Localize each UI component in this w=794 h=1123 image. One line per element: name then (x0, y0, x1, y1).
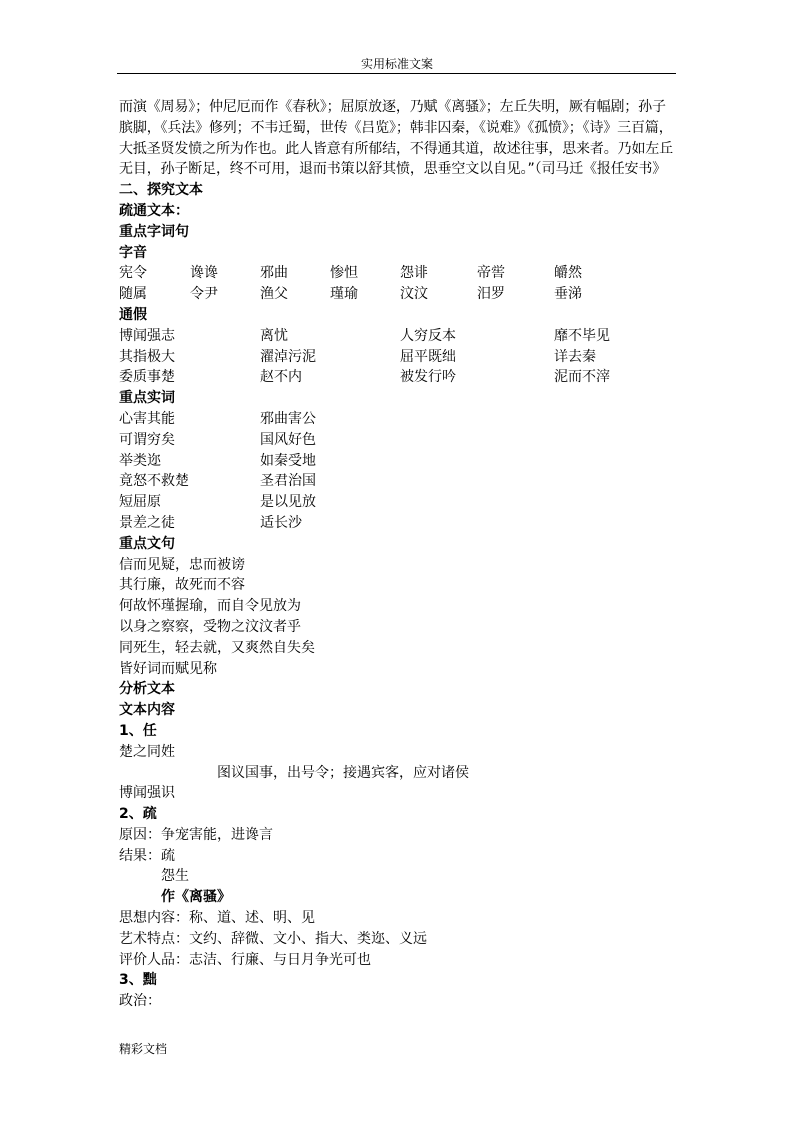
text-line: 怨生 (161, 868, 189, 885)
pronunciation-row (119, 263, 681, 284)
text-line: 政治： (119, 993, 161, 1010)
document-body (119, 97, 681, 1012)
text-line: 原因：争宠害能，进谗言 (119, 826, 273, 843)
word-cell: 圣君治国 (260, 473, 316, 490)
section-heading: 文本内容 (119, 702, 175, 719)
sentence-line: 信而见疑，忠而被谤 (119, 556, 245, 573)
word-cell: 靡不毕见 (554, 327, 610, 344)
word-cell: 皭然 (554, 265, 582, 282)
word-cell: 是以见放 (260, 494, 316, 511)
subsection-heading: 重点实词 (119, 390, 175, 407)
intro-line: 无目，孙子断足，终不可用，退而书策以舒其愤，思垂空文以自见。”（司马迁《报任安书》 (119, 161, 667, 178)
sentence-line: 其行廉，故死而不容 (119, 577, 245, 594)
tongjia-row (119, 347, 681, 368)
word-cell: 心害其能 (119, 410, 175, 427)
word-cell: 短屈原 (119, 494, 161, 511)
text-line: 楚之同姓 (119, 743, 175, 760)
sentence-line: 皆好词而赋见称 (119, 660, 217, 677)
word-cell: 帝喾 (477, 265, 505, 282)
tongjia-row (119, 326, 681, 347)
text-line: 图议国事，出号令；接遇宾客，应对诸侯 (217, 764, 469, 781)
word-cell: 适长沙 (260, 514, 302, 531)
word-cell: 邪曲害公 (260, 410, 316, 427)
page-footer: 精彩文档 (119, 1042, 168, 1056)
word-cell: 邪曲 (260, 265, 288, 282)
sentence-line: 以身之察察，受物之汶汶者乎 (119, 618, 301, 635)
word-cell: 惨怛 (330, 265, 358, 282)
word-cell: 详去秦 (554, 348, 596, 365)
word-cell: 举类迩 (119, 452, 161, 469)
subsection-heading: 重点文句 (119, 535, 175, 552)
point-heading: 1、任 (119, 722, 157, 739)
word-cell: 博闻强志 (119, 327, 175, 344)
section-heading: 二、探究文本 (119, 182, 203, 199)
shici-row (119, 430, 681, 451)
point-heading: 2、疏 (119, 806, 157, 823)
word-cell: 濯淖污泥 (260, 348, 316, 365)
point-heading: 3、黜 (119, 972, 157, 989)
pronunciation-row (119, 284, 681, 305)
word-cell: 景差之徒 (119, 514, 175, 531)
word-cell: 人穷反本 (400, 327, 456, 344)
intro-line: 而演《周易》；仲尼厄而作《春秋》；屈原放逐，乃赋《离骚》；左丘失明，厥有幅剧；孙子 (119, 99, 666, 115)
text-line: 评价人品：志洁、行廉、与日月争光可也 (119, 951, 371, 968)
tongjia-row (119, 367, 681, 388)
word-cell: 竟怒不救楚 (119, 473, 189, 490)
text-line: 结果：疏 (119, 847, 175, 864)
subsection-heading: 通假 (119, 306, 147, 323)
word-cell: 随属 (119, 286, 147, 303)
text-line: 博闻强识 (119, 785, 175, 802)
section-heading: 重点字词句 (119, 223, 189, 240)
word-cell: 瑾瑜 (330, 286, 358, 303)
shici-row (119, 513, 681, 534)
word-cell: 怨诽 (400, 265, 428, 282)
shici-row (119, 451, 681, 472)
word-cell: 令尹 (190, 286, 218, 303)
word-cell: 汨罗 (477, 286, 505, 303)
section-heading: 分析文本 (119, 681, 175, 698)
word-cell: 国风好色 (260, 431, 316, 448)
word-cell: 屈平既绌 (400, 348, 456, 365)
word-cell: 如秦受地 (260, 452, 316, 469)
text-line: 艺术特点：文约、辞微、文小、指大、类迩、义远 (119, 930, 427, 947)
sentence-line: 何故怀瑾握瑜，而自令见放为 (119, 598, 301, 615)
word-cell: 可谓穷矣 (119, 431, 175, 448)
word-cell: 渔父 (260, 286, 288, 303)
sentence-line: 同死生，轻去就，又爽然自失矣 (119, 639, 315, 656)
text-line: 思想内容：称、道、述、明、见 (119, 910, 315, 927)
word-cell: 谗谗 (190, 265, 218, 282)
page-header: 实用标准文案 (360, 57, 433, 71)
shici-row (119, 492, 681, 513)
word-cell: 泥而不滓 (554, 369, 610, 386)
section-heading: 疏通文本： (119, 202, 189, 219)
word-cell: 其指极大 (119, 348, 175, 365)
shici-row (119, 471, 681, 492)
word-cell: 宪令 (119, 265, 147, 282)
word-cell: 被发行吟 (400, 369, 456, 386)
shici-row (119, 409, 681, 430)
word-cell: 汶汶 (400, 286, 428, 303)
text-line: 作《离骚》 (161, 889, 231, 906)
header-rule (117, 73, 676, 74)
word-cell: 赵不内 (260, 369, 302, 386)
word-cell: 委质事楚 (119, 369, 175, 386)
subsection-heading: 字音 (119, 244, 147, 261)
word-cell: 离忧 (260, 327, 288, 344)
intro-line: 大抵圣贤发愤之所为作也。此人皆意有所郁结，不得通其道，故述往事，思来者。乃如左丘 (119, 140, 673, 157)
word-cell: 垂涕 (554, 286, 582, 303)
intro-line: 膑脚，《兵法》修列；不韦迁蜀，世传《吕览》；韩非囚秦，《说难》《孤愤》；《诗》三百篇， (119, 119, 673, 136)
